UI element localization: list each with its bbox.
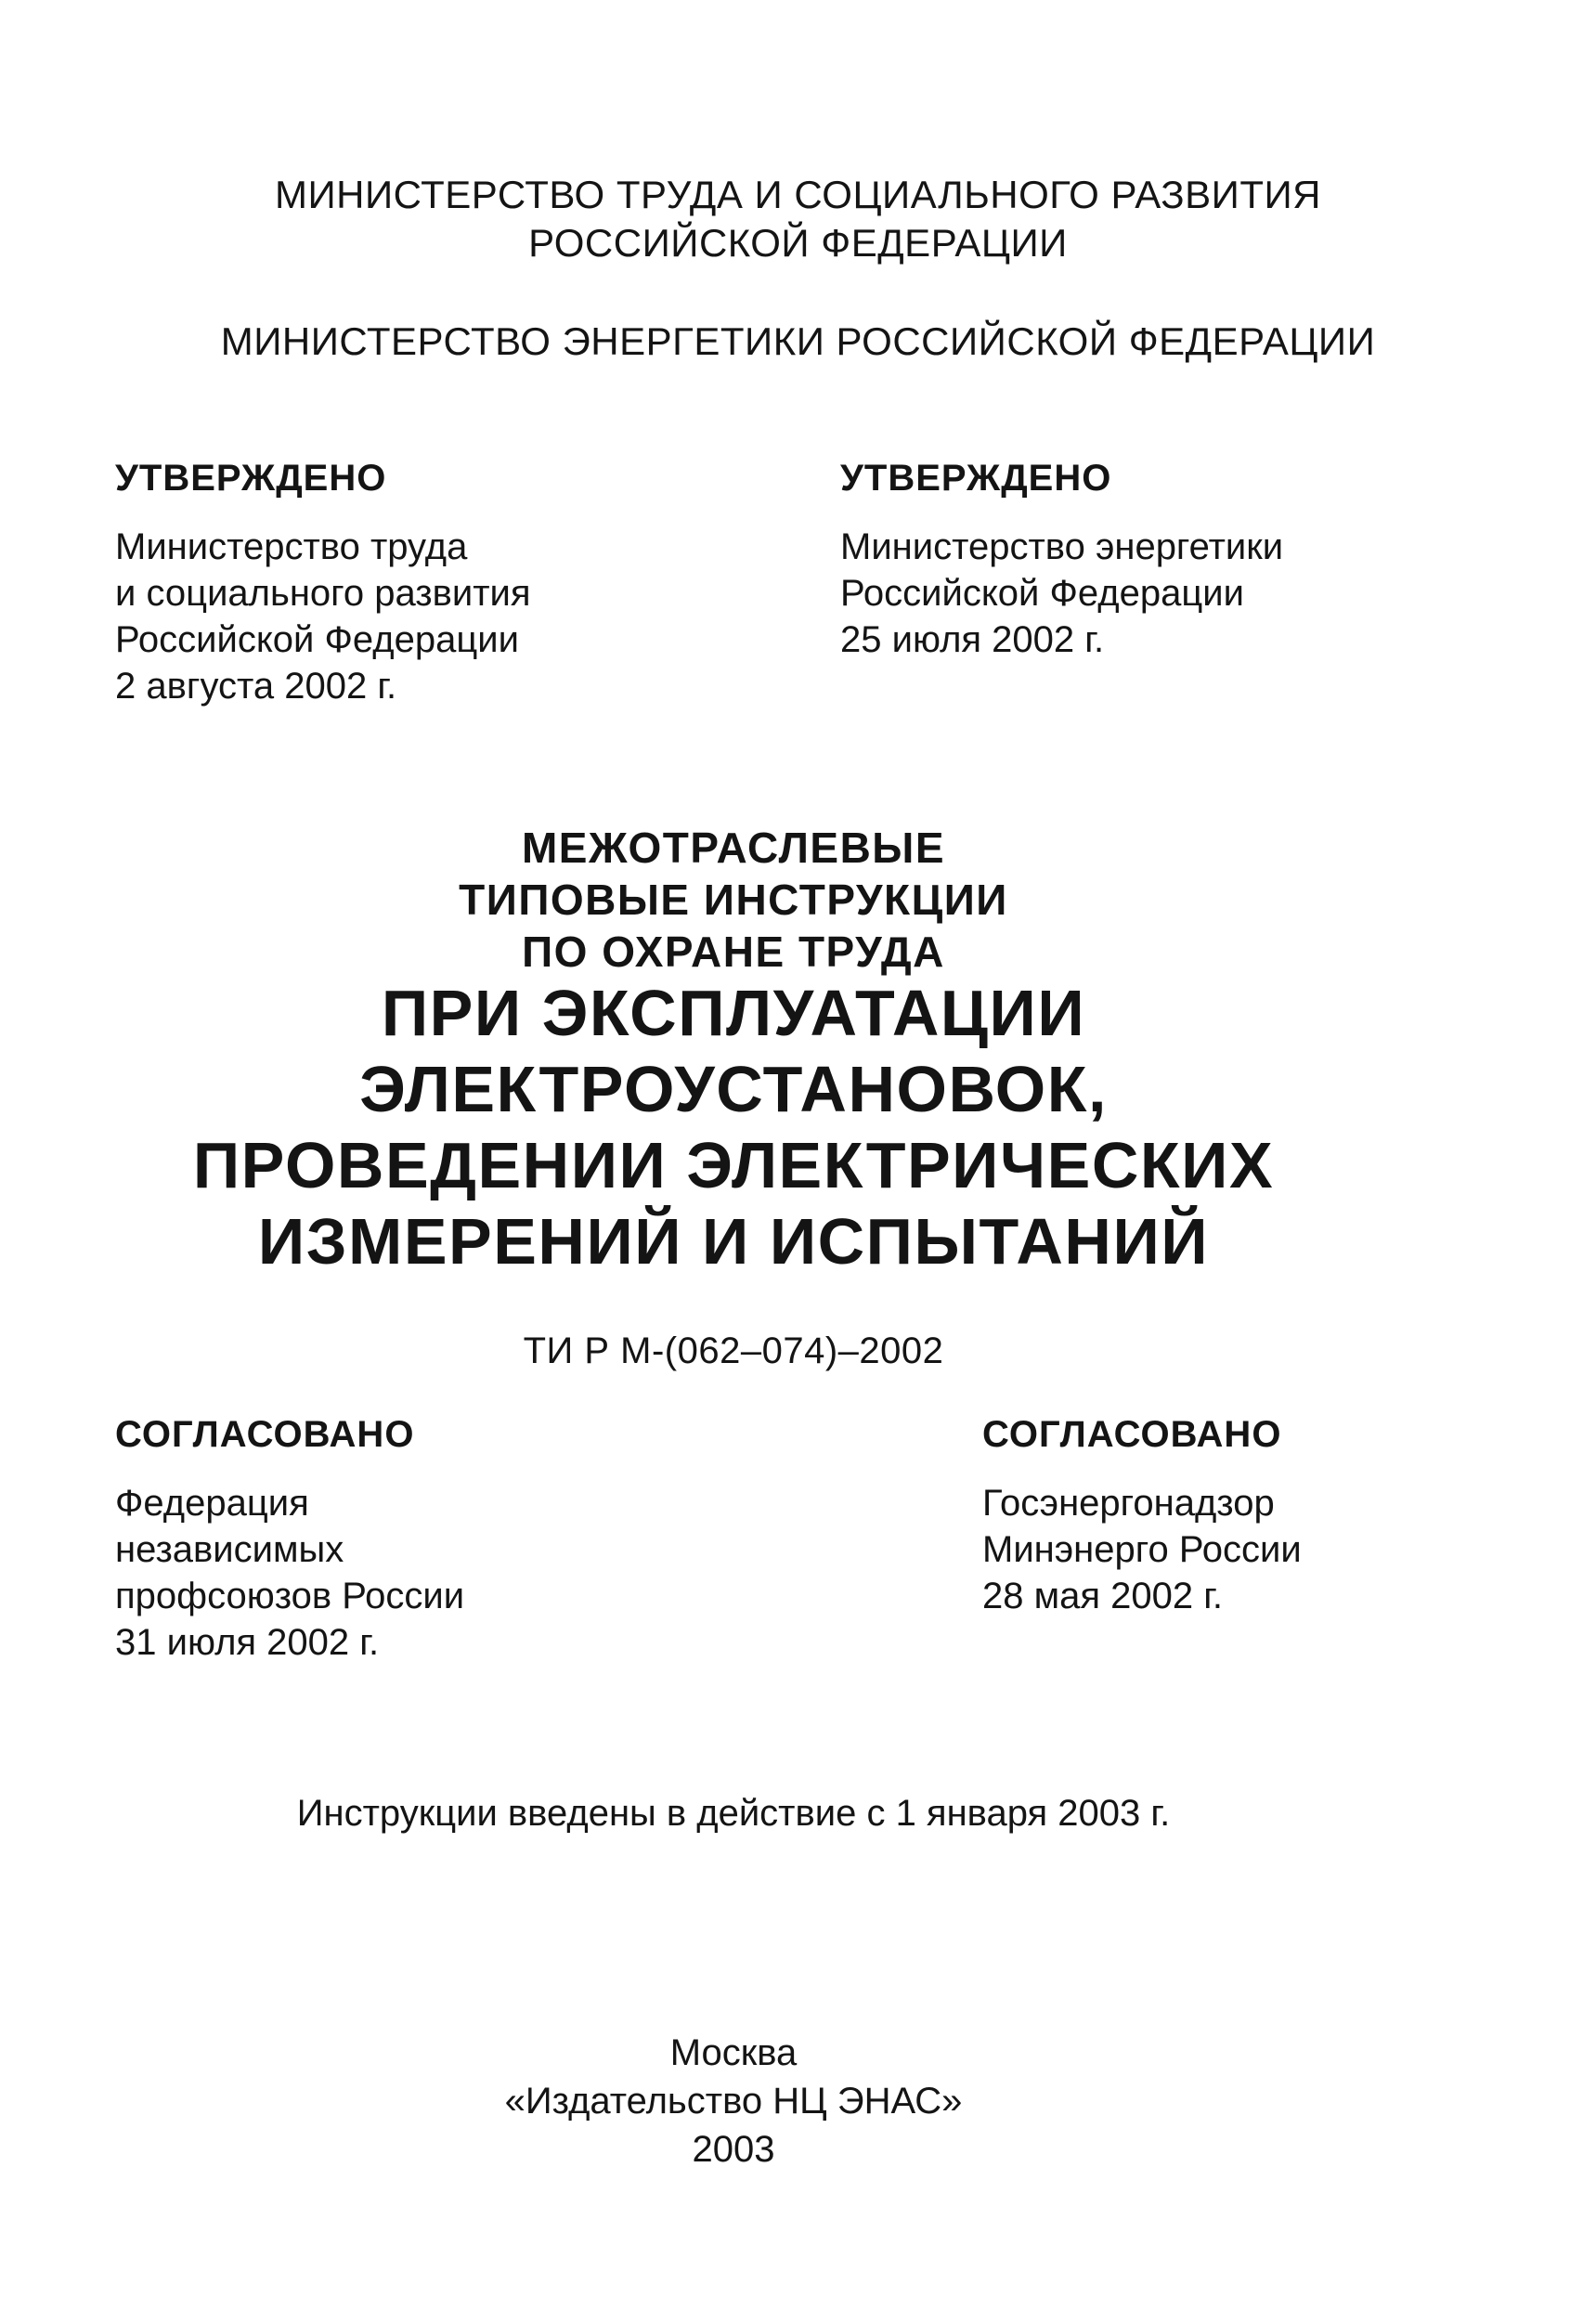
imprint-city: Москва — [669, 2032, 798, 2073]
approved-line: Российской Федерации — [840, 573, 1244, 614]
labor-ministry-header — [0, 171, 1596, 267]
imprint-year: 2003 — [692, 2129, 775, 2170]
title-line: ИЗМЕРЕНИЙ И ИСПЫТАНИЙ — [257, 1205, 1210, 1278]
title-line: ПРОВЕДЕНИИ ЭЛЕКТРИЧЕСКИХ — [192, 1129, 1275, 1201]
approved-line: и социального развития — [115, 573, 531, 614]
approved-heading: УТВЕРЖДЕНО — [115, 458, 387, 499]
agreed-heading: СОГЛАСОВАНО — [982, 1414, 1282, 1455]
agreed-line: Федерация — [115, 1483, 309, 1524]
title-line: ЭЛЕКТРОУСТАНОВОК, — [359, 1053, 1108, 1125]
agreed-line: независимых — [115, 1529, 344, 1570]
document-title — [0, 975, 1467, 1279]
title-line: ПРИ ЭКСПЛУАТАЦИИ — [381, 977, 1086, 1049]
agreed-heading: СОГЛАСОВАНО — [115, 1414, 415, 1455]
agreed-block-gosenergonadzor — [982, 1411, 1302, 1619]
subtitle-line: МЕЖОТРАСЛЕВЫЕ — [521, 824, 946, 872]
imprint-publisher: «Издательство НЦ ЭНАС» — [504, 2081, 963, 2122]
document-code: ТИ Р М-(062–074)–2002 — [523, 1330, 944, 1371]
subtitle-line: ТИПОВЫЕ ИНСТРУКЦИИ — [459, 876, 1008, 924]
labor-ministry-line-2: РОССИЙСКОЙ ФЕДЕРАЦИИ — [528, 221, 1068, 265]
approved-line: Российской Федерации — [115, 619, 519, 660]
agreed-block-unions — [115, 1411, 464, 1666]
agreed-date: 28 мая 2002 г. — [982, 1576, 1224, 1616]
energy-ministry-header: МИНИСТЕРСТВО ЭНЕРГЕТИКИ РОССИЙСКОЙ ФЕДЕРАЦИИ — [220, 319, 1376, 363]
publisher-imprint — [0, 2029, 1467, 2174]
document-subtitle — [0, 822, 1467, 978]
approved-date: 2 августа 2002 г. — [115, 666, 397, 707]
approved-line: Министерство энергетики — [840, 526, 1284, 567]
approved-block-labor — [115, 455, 531, 709]
subtitle-line: ПО ОХРАНЕ ТРУДА — [522, 928, 945, 976]
approved-date: 25 июля 2002 г. — [840, 619, 1105, 660]
approved-line: Министерство труда — [115, 526, 468, 567]
agreed-line: Минэнерго России — [982, 1529, 1302, 1570]
agreed-line: Госэнергонадзор — [982, 1483, 1275, 1524]
approved-heading: УТВЕРЖДЕНО — [840, 458, 1112, 499]
agreed-date: 31 июля 2002 г. — [115, 1622, 380, 1663]
agreed-line: профсоюзов России — [115, 1576, 465, 1616]
approved-block-energy — [840, 455, 1283, 663]
effective-date-statement: Инструкции введены в действие с 1 января 2003 г. — [296, 1793, 1171, 1834]
labor-ministry-line-1: МИНИСТЕРСТВО ТРУДА И СОЦИАЛЬНОГО РАЗВИТИЯ — [274, 173, 1322, 216]
